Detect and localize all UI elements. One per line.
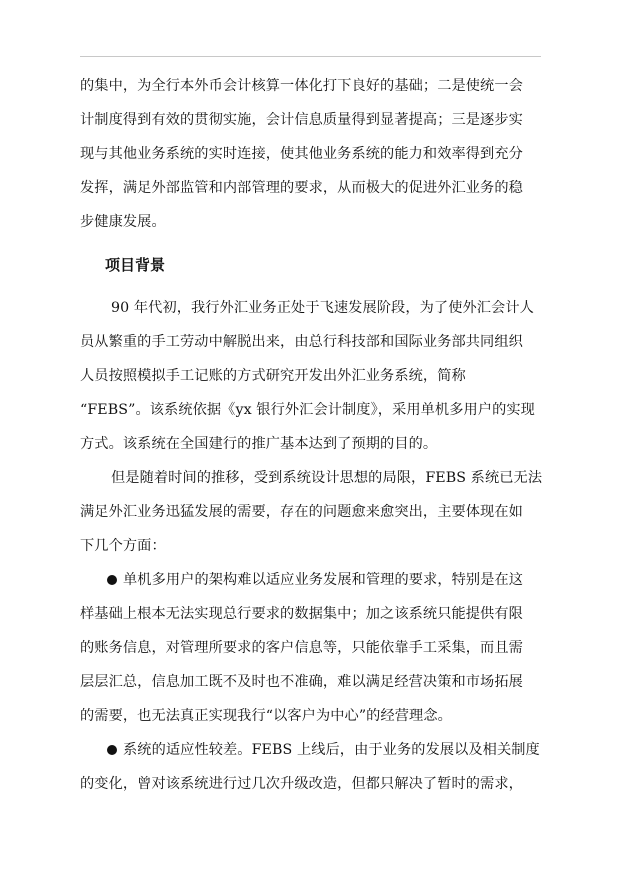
- bullet-icon: [107, 745, 117, 755]
- intro-line-2: 计制度得到有效的贯彻实施，会计信息质量得到显著提高；三是逐步实: [80, 112, 523, 128]
- para1-line-5: 方式。该系统在全国建行的推广基本达到了预期的目的。: [80, 436, 438, 452]
- bullet-icon: [107, 575, 117, 585]
- intro-line-4: 发挥，满足外部监管和内部管理的要求，从而极大的促进外汇业务的稳: [80, 180, 523, 196]
- bullet1-line-3: 的账务信息，对管理所要求的客户信息等，只能依靠手工采集，而且需: [80, 640, 523, 656]
- bullet1-text-1: 单机多用户的架构难以适应业务发展和管理的要求，特别是在这: [123, 572, 524, 588]
- para2-line-1: 但是随着时间的推移，受到系统设计思想的局限，FEBS 系统已无法: [111, 470, 543, 486]
- header-rule: [80, 56, 541, 57]
- para1-line-2: 员从繁重的手工劳动中解脱出来，由总行科技部和国际业务部共同组织: [80, 334, 523, 350]
- intro-line-3: 现与其他业务系统的实时连接，使其他业务系统的能力和效率得到充分: [80, 146, 523, 162]
- para1-line-3: 人员按照模拟手工记账的方式研究开发出外汇业务系统，简称: [80, 368, 466, 384]
- bullet2-text-1: 系统的适应性较差。FEBS 上线后，由于业务的发展以及相关制度: [123, 742, 540, 758]
- bullet2-line-1: [107, 740, 540, 760]
- bullet2-line-2: 的变化，曾对该系统进行过几次升级改造，但都只解决了暂时的需求，: [80, 776, 523, 792]
- para2-line-2: 满足外汇业务迅猛发展的需要，存在的问题愈来愈突出，主要体现在如: [80, 504, 523, 520]
- para1-line-1: 90 年代初，我行外汇业务正处于飞速发展阶段，为了使外汇会计人: [111, 300, 534, 316]
- para2-line-3: 下几个方面：: [80, 538, 166, 554]
- section-heading: 项目背景: [105, 256, 166, 274]
- bullet1-line-2: 样基础上根本无法实现总行要求的数据集中；加之该系统只能提供有限: [80, 606, 523, 622]
- bullet1-line-1: [107, 570, 523, 590]
- para1-line-4: “FEBS”。该系统依据《yx 银行外汇会计制度》，采用单机多用户的实现: [80, 402, 535, 418]
- intro-line-5: 步健康发展。: [80, 214, 166, 230]
- bullet1-line-4: 层层汇总，信息加工既不及时也不准确，难以满足经营决策和市场拓展: [80, 674, 523, 690]
- bullet1-line-5: 的需要，也无法真正实现我行“以客户为中心”的经营理念。: [80, 708, 452, 724]
- intro-line-1: 的集中，为全行本外币会计核算一体化打下良好的基础；二是使统一会: [80, 78, 523, 94]
